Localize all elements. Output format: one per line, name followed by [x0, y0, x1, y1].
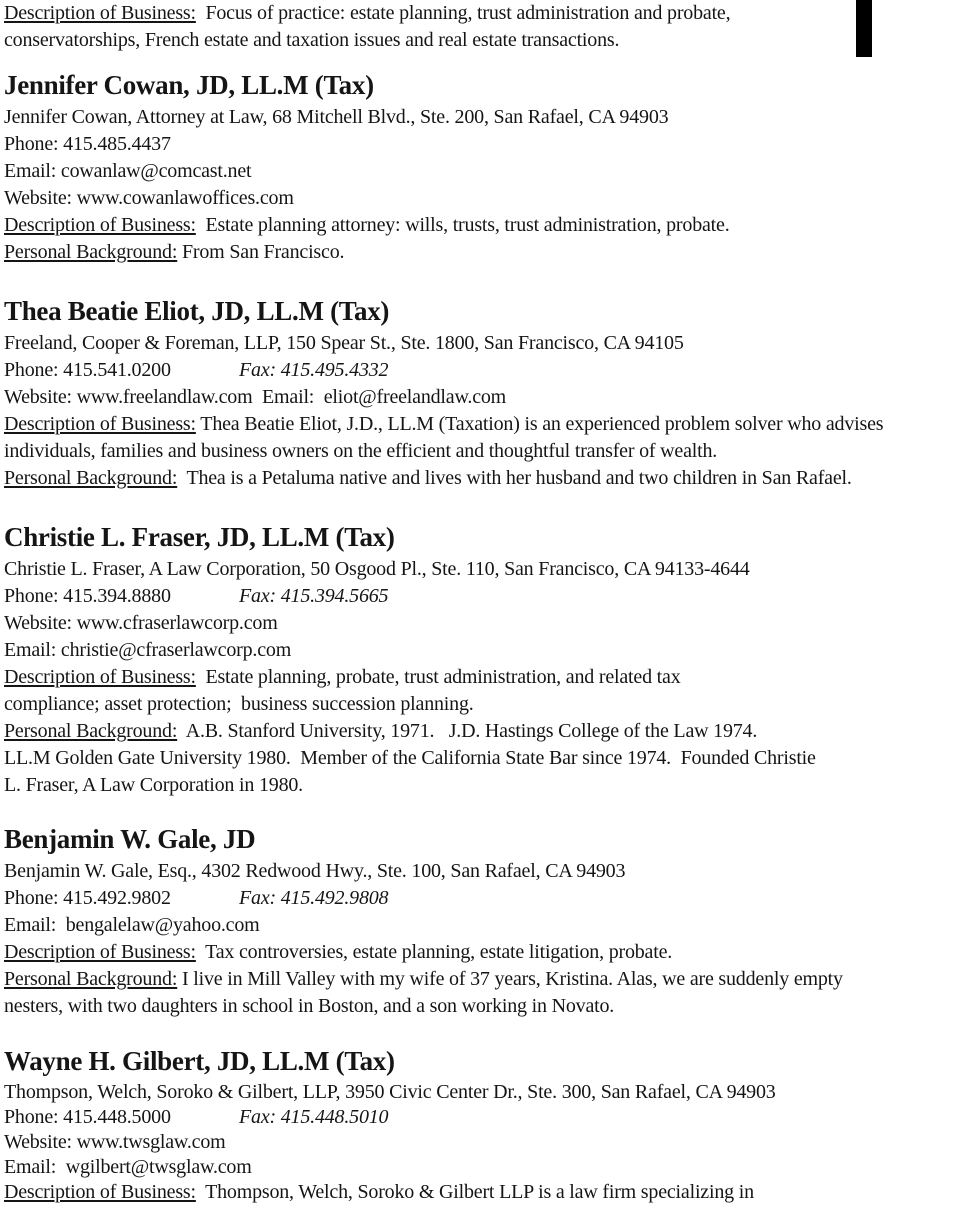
fax-value: Fax: 415.394.5665 — [239, 585, 389, 607]
phone-fax-line — [4, 583, 960, 610]
personal-background-label: Personal Background: — [4, 968, 178, 990]
fax-value: Fax: 415.492.9808 — [239, 887, 389, 909]
entry-jennifer-cowan — [4, 66, 960, 266]
address-line: Thompson, Welch, Soroko & Gilbert, LLP, 3950 Civic Center Dr., Ste. 300, San Rafael, CA 94903 — [4, 1081, 776, 1103]
description-line-2: individuals, families and business owners on the efficient and thoughtful transfer of wealth. — [4, 440, 718, 462]
description-text: Focus of practice: estate planning, trust administration and probate, — [195, 2, 731, 24]
description-label: Description of Business: — [4, 1181, 196, 1203]
personal-background-line — [4, 718, 960, 745]
personal-background-text: A.B. Stanford University, 1971. J.D. Hastings College of the Law 1974. — [177, 720, 758, 742]
personal-background-line — [4, 239, 960, 266]
entry-christie-fraser — [4, 518, 960, 799]
personal-background-line-3: L. Fraser, A Law Corporation in 1980. — [4, 774, 303, 796]
personal-background-label: Personal Background: — [4, 241, 178, 263]
attorney-name: Christie L. Fraser, JD, LL.M (Tax) — [4, 522, 395, 552]
personal-background-text: I live in Mill Valley with my wife of 37 years, Kristina. Alas, we are suddenly empty — [177, 968, 843, 990]
personal-background-line — [4, 465, 960, 492]
entry-benjamin-gale — [4, 820, 960, 1020]
phone-value: Phone: 415.448.5000 — [4, 1106, 171, 1128]
address-line: Benjamin W. Gale, Esq., 4302 Redwood Hwy., Ste. 100, San Rafael, CA 94903 — [4, 860, 626, 882]
entry-continuation — [4, 0, 960, 54]
description-line-2: compliance; asset protection; business succession planning. — [4, 693, 474, 715]
description-line-2: conservatorships, French estate and taxation issues and real estate transactions. — [4, 29, 620, 51]
phone-fax-line — [4, 1105, 960, 1130]
description-label: Description of Business: — [4, 214, 196, 236]
website-email-line: Website: www.freelandlaw.com Email: eliot@freelandlaw.com — [4, 386, 507, 408]
phone-line — [4, 131, 960, 158]
website-line: Website: www.cowanlawoffices.com — [4, 187, 294, 209]
fax-value: Fax: 415.448.5010 — [239, 1106, 389, 1128]
phone-value: Phone: 415.492.9802 — [4, 887, 171, 909]
address-line: Jennifer Cowan, Attorney at Law, 68 Mitchell Blvd., Ste. 200, San Rafael, CA 94903 — [4, 106, 669, 128]
address-line: Christie L. Fraser, A Law Corporation, 50 Osgood Pl., Ste. 110, San Francisco, CA 94133-4644 — [4, 558, 750, 580]
phone-value: Phone: 415.485.4437 — [4, 133, 171, 155]
description-label: Description of Business: — [4, 666, 196, 688]
description-label: Description of Business: — [4, 941, 196, 963]
email-line: Email: bengalelaw@yahoo.com — [4, 914, 260, 936]
description-line — [4, 664, 960, 691]
email-line: Email: christie@cfraserlawcorp.com — [4, 639, 292, 661]
description-text: Thompson, Welch, Soroko & Gilbert LLP is a law firm specializing in — [195, 1181, 754, 1203]
description-text: Tax controversies, estate planning, estate litigation, probate. — [195, 941, 673, 963]
description-text: Thea Beatie Eliot, J.D., LL.M (Taxation) is an experienced problem solver who advises — [195, 413, 884, 435]
entry-thea-beatie-eliot — [4, 292, 960, 492]
phone-value: Phone: 415.394.8880 — [4, 585, 171, 607]
personal-background-line-2: LL.M Golden Gate University 1980. Member of the California State Bar since 1974. Founded Christie — [4, 747, 816, 769]
email-line: Email: cowanlaw@comcast.net — [4, 160, 252, 182]
description-label: Description of Business: — [4, 2, 196, 24]
personal-background-line-2: nesters, with two daughters in school in Boston, and a son working in Novato. — [4, 995, 615, 1017]
attorney-name: Benjamin W. Gale, JD — [4, 824, 256, 854]
phone-fax-line — [4, 885, 960, 912]
phone-fax-line — [4, 357, 960, 384]
description-line — [4, 411, 960, 438]
website-line: Website: www.cfraserlawcorp.com — [4, 612, 278, 634]
description-line — [4, 939, 960, 966]
description-label: Description of Business: — [4, 413, 196, 435]
website-line: Website: www.twsglaw.com — [4, 1131, 226, 1153]
fax-value: Fax: 415.495.4332 — [239, 359, 389, 381]
email-line: Email: wgilbert@twsglaw.com — [4, 1156, 252, 1178]
description-text: Estate planning attorney: wills, trusts, trust administration, probate. — [195, 214, 730, 236]
phone-value: Phone: 415.541.0200 — [4, 359, 171, 381]
attorney-name: Jennifer Cowan, JD, LL.M (Tax) — [4, 70, 374, 100]
personal-background-text: From San Francisco. — [177, 241, 345, 263]
personal-background-label: Personal Background: — [4, 467, 178, 489]
attorney-name: Thea Beatie Eliot, JD, LL.M (Tax) — [4, 296, 390, 326]
description-line — [4, 212, 960, 239]
entry-wayne-gilbert — [4, 1042, 960, 1205]
description-line — [4, 1180, 960, 1205]
personal-background-line — [4, 966, 960, 993]
description-text: Estate planning, probate, trust administration, and related tax — [195, 666, 681, 688]
personal-background-text: Thea is a Petaluma native and lives with her husband and two children in San Rafael. — [177, 467, 852, 489]
attorney-name: Wayne H. Gilbert, JD, LL.M (Tax) — [4, 1046, 395, 1076]
address-line: Freeland, Cooper & Foreman, LLP, 150 Spear St., Ste. 1800, San Francisco, CA 94105 — [4, 332, 684, 354]
description-line — [4, 0, 960, 27]
personal-background-label: Personal Background: — [4, 720, 178, 742]
